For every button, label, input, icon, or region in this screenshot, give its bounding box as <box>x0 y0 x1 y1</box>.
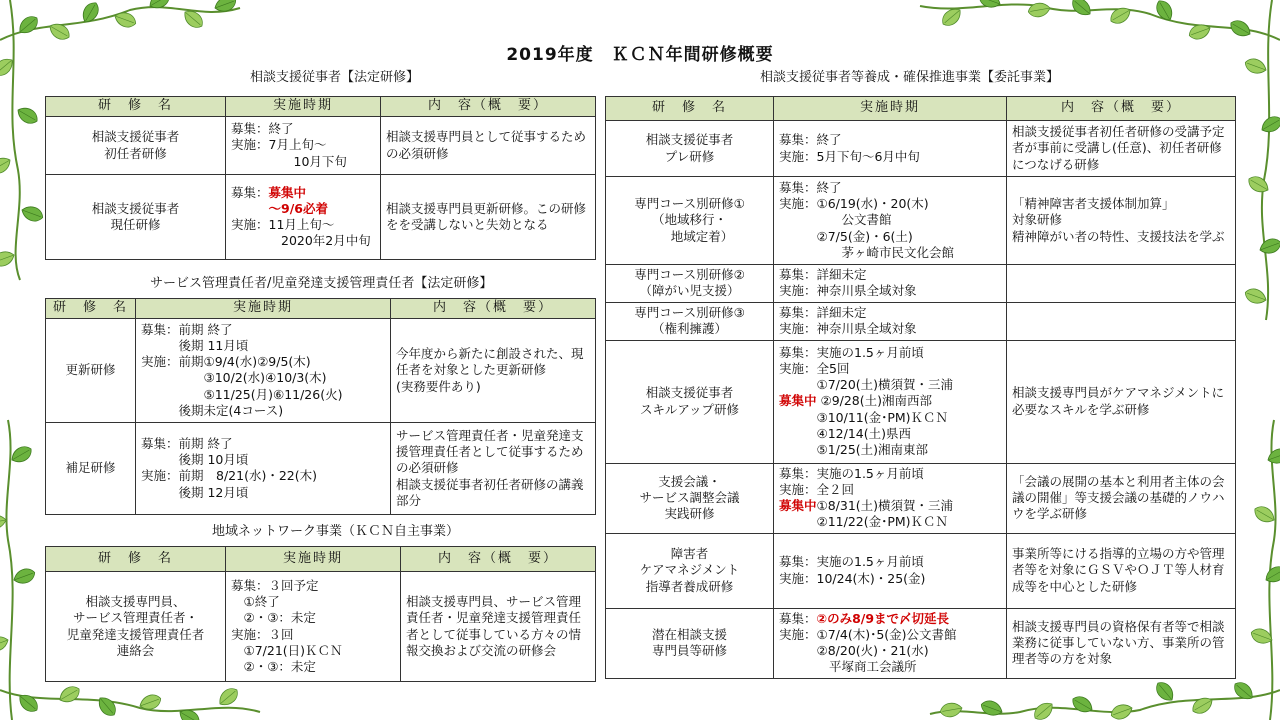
schedule-text: 実施：11月上旬～ <box>231 217 335 232</box>
course-name-line: 更新研修 <box>65 362 116 378</box>
schedule-cell <box>774 121 1007 177</box>
schedule-line <box>231 594 395 610</box>
course-name-cell <box>46 318 136 422</box>
schedule-cell <box>226 175 381 260</box>
schedule-text: ②11/22(金･PM)ＫＣＮ <box>779 514 949 530</box>
description-cell <box>1007 302 1236 340</box>
schedule-line <box>779 180 1001 196</box>
recruiting-highlight: ②のみ8/9まで〆切延長 <box>816 610 950 626</box>
header-name: 研 修 名 <box>606 97 774 121</box>
schedule-line <box>779 442 1001 458</box>
course-name-line: 相談支援従事者 <box>91 129 180 145</box>
table-row <box>606 177 1236 265</box>
course-name-line: 相談支援従事者 <box>645 132 734 148</box>
schedule-text: ③10/11(金･PM)ＫＣＮ <box>779 409 949 425</box>
description-text: 相談支援専門員更新研修。この研修をを受講しないと失効となる <box>386 200 587 232</box>
schedule-text: 実施：①7/4(木)･5(金)公文書館 <box>779 626 957 642</box>
schedule-line <box>779 361 1001 377</box>
schedule-cell <box>774 302 1007 340</box>
schedule-text: 募集：３回予定 <box>231 577 319 593</box>
schedule-text: 募集：詳細未定 <box>779 267 867 282</box>
description-text: 相談支援専門員がケアマネジメントに必要なスキルを学ぶ研修 <box>1012 385 1225 417</box>
schedule-line <box>779 393 1001 409</box>
schedule-cell <box>774 340 1007 463</box>
course-name-cell <box>606 608 774 678</box>
header-period: 実施時期 <box>226 547 401 572</box>
description-text: 相談支援専門員の資格保有者等で相談業務に従事していない方、事業所の管理者等の方を対象 <box>1012 618 1225 667</box>
schedule-line <box>779 245 1001 261</box>
table-row <box>46 318 596 422</box>
schedule-line <box>779 267 1001 283</box>
page-title: 2019年度 ＫＣＮ年間研修概要 <box>506 45 774 65</box>
schedule-text: ①8/31(土)横須賀・三浦 <box>816 498 954 513</box>
schedule-line <box>141 354 385 370</box>
table-row <box>606 533 1236 608</box>
schedule-text: ②9/28(土)湘南西部 <box>816 393 933 409</box>
course-name-cell <box>606 340 774 463</box>
table-row <box>46 117 596 175</box>
course-name-cell <box>46 422 136 514</box>
schedule-text: 10月下旬 <box>231 153 347 169</box>
description-text: 事業所等にける指導的立場の方や管理者等を対象にＧＳＶやＯＪＴ等人材育成等を中心とした研修 <box>1012 546 1225 594</box>
schedule-text: 募集：終了 <box>779 179 842 195</box>
table-row <box>46 572 596 682</box>
description-cell <box>1007 533 1236 608</box>
course-name-line: スキルアップ研修 <box>639 401 739 417</box>
description-cell <box>381 175 596 260</box>
table-row <box>46 175 596 260</box>
header-content: 内 容（概 要） <box>381 97 596 117</box>
schedule-line <box>779 149 1001 165</box>
schedule-cell <box>774 533 1007 608</box>
description-cell <box>1007 463 1236 533</box>
course-name-cell <box>606 463 774 533</box>
description-text: 精神障がい者の特性、支援技法を学ぶ <box>1012 228 1225 244</box>
course-name-line: 現任研修 <box>110 217 161 232</box>
course-name-line: サービス調整会議 <box>639 489 740 505</box>
schedule-line <box>141 452 385 468</box>
schedule-text: 実施：前期 8/21(水)・22(木) <box>141 468 317 484</box>
schedule-line <box>779 410 1001 426</box>
section3-title: 地域ネットワーク事業（ＫＣＮ自主事業） <box>212 524 460 539</box>
section4-title: 相談支援従事者等養成・確保推進事業【委託事業】 <box>760 70 1060 85</box>
course-name-cell <box>46 175 226 260</box>
schedule-text: 実施：5月下旬～6月中旬 <box>779 148 920 164</box>
schedule-line <box>141 338 385 354</box>
recruiting-highlight: 募集中 <box>268 184 307 200</box>
header-name: 研 修 名 <box>46 299 136 319</box>
schedule-line <box>779 377 1001 393</box>
header-period: 実施時期 <box>226 97 381 117</box>
course-name-line: 相談支援専門員、 <box>85 594 186 609</box>
schedule-text: 実施：①6/19(水)・20(木) <box>779 196 929 212</box>
table-row <box>46 422 596 514</box>
course-name-line: （権利擁護） <box>651 321 727 336</box>
schedule-line <box>779 345 1001 361</box>
schedule-line <box>779 426 1001 442</box>
header-name: 研 修 名 <box>46 547 226 572</box>
description-text: 相談支援専門員、サービス管理責任者・児童発達支援管理責任者として従事している方々の情報交換および交流の研修会 <box>406 594 582 658</box>
schedule-line <box>141 370 385 386</box>
table-section2 <box>45 298 596 515</box>
course-name-line: サービス管理責任者・ <box>72 610 198 626</box>
schedule-text: 実施：全２回 <box>779 481 855 497</box>
schedule-cell <box>136 422 391 514</box>
description-text: 相談支援従事者初任者研修の受講予定者が事前に受講し(任意)、初任者研修につなげる研修 <box>1012 124 1225 172</box>
schedule-cell <box>226 572 401 682</box>
schedule-cell <box>774 177 1007 265</box>
course-name-line: 補足研修 <box>65 460 116 476</box>
course-name-line: 児童発達支援管理責任者 <box>66 626 205 642</box>
course-name-line: 実践研修 <box>664 506 715 522</box>
schedule-cell <box>774 265 1007 303</box>
schedule-text: 募集： <box>779 610 817 626</box>
course-name-line: 潜在相談支援 <box>651 626 727 642</box>
schedule-line <box>779 659 1001 675</box>
table-row <box>606 608 1236 678</box>
schedule-text: ②7/5(金)・6(土) <box>779 228 913 244</box>
recruiting-highlight: ～9/6必着 <box>231 200 328 216</box>
schedule-text: 後期 12月頃 <box>141 484 249 500</box>
course-name-line: 専門コース別研修② <box>634 267 745 282</box>
course-name-line: 地域定着） <box>645 228 734 244</box>
schedule-line <box>231 121 375 137</box>
description-cell <box>401 572 596 682</box>
header-content: 内 容（概 要） <box>1007 97 1236 121</box>
schedule-line <box>779 132 1001 148</box>
schedule-line <box>779 466 1001 482</box>
schedule-text: 募集：実施の1.5ヶ月前頃 <box>779 344 924 360</box>
course-name-line: 専門員等研修 <box>651 643 727 658</box>
schedule-text: 募集：実施の1.5ヶ月前頃 <box>779 554 924 570</box>
header-content: 内 容（概 要） <box>401 547 596 572</box>
schedule-line <box>779 283 1001 299</box>
schedule-text: ②・③：未定 <box>231 610 316 626</box>
schedule-line <box>779 571 1001 587</box>
schedule-line <box>779 627 1001 643</box>
schedule-cell <box>774 463 1007 533</box>
description-cell <box>1007 608 1236 678</box>
schedule-line <box>779 514 1001 530</box>
recruiting-highlight: 募集中 <box>779 498 817 513</box>
course-name-line: 専門コース別研修③ <box>634 304 745 320</box>
course-name-cell <box>606 302 774 340</box>
schedule-text: 募集：終了 <box>779 132 842 148</box>
course-name-line: 専門コース別研修① <box>634 196 745 212</box>
schedule-line <box>231 643 395 659</box>
schedule-text: 実施：全5回 <box>779 360 850 376</box>
schedule-line <box>779 498 1001 514</box>
description-cell <box>1007 340 1236 463</box>
schedule-cell <box>226 117 381 175</box>
schedule-text: 実施：前期①9/4(水)②9/5(木) <box>141 354 311 370</box>
schedule-text: ③10/2(水)④10/3(木) <box>141 370 327 386</box>
schedule-line <box>231 137 375 153</box>
schedule-text: 募集：実施の1.5ヶ月前頃 <box>779 465 924 481</box>
schedule-line <box>231 185 375 201</box>
schedule-line <box>141 485 385 501</box>
description-text: 「精神障害者支援体制加算」 <box>1012 196 1175 212</box>
recruiting-highlight: 募集中 <box>779 393 817 409</box>
schedule-text: 募集：終了 <box>231 121 294 137</box>
schedule-line <box>141 436 385 452</box>
course-name-cell <box>606 121 774 177</box>
schedule-text: ⑤11/25(月)⑥11/26(火) <box>141 386 343 402</box>
description-text: 今年度から新たに創設された、現任者を対象とした更新研修 <box>396 346 584 378</box>
schedule-cell <box>136 318 391 422</box>
header-name: 研 修 名 <box>46 97 226 117</box>
schedule-line <box>779 611 1001 627</box>
schedule-text: 後期 11月頃 <box>141 337 249 353</box>
description-cell <box>391 422 596 514</box>
schedule-text: ④12/14(土)県西 <box>779 425 911 441</box>
schedule-text: 後期未定(4コース) <box>141 402 284 418</box>
section1-title: 相談支援従事者【法定研修】 <box>250 70 420 85</box>
schedule-line <box>779 229 1001 245</box>
table-section4 <box>605 96 1236 679</box>
description-cell <box>1007 177 1236 265</box>
schedule-line <box>231 627 395 643</box>
course-name-line: ケアマネジメント <box>639 562 740 578</box>
header-content: 内 容（概 要） <box>391 299 596 319</box>
schedule-line <box>779 212 1001 228</box>
course-name-cell <box>606 177 774 265</box>
schedule-text: 実施：7月上旬～ <box>231 137 327 153</box>
course-name-cell <box>606 265 774 303</box>
schedule-line <box>231 217 375 233</box>
course-name-line: 障害者 <box>670 546 709 562</box>
schedule-line <box>231 154 375 170</box>
schedule-text: 募集：詳細未定 <box>779 304 867 320</box>
course-name-line: 初任者研修 <box>104 145 167 161</box>
schedule-text: 実施：神奈川県全域対象 <box>779 283 917 299</box>
table-row <box>606 302 1236 340</box>
description-text: (実務要件あり) <box>396 378 481 394</box>
description-text: サービス管理責任者・児童発達支援管理責任者として従事するための必須研修 <box>396 427 584 476</box>
header-period: 実施時期 <box>136 299 391 319</box>
schedule-line <box>779 554 1001 570</box>
schedule-text: 茅ヶ崎市民文化会館 <box>779 244 955 260</box>
header-period: 実施時期 <box>774 97 1007 121</box>
course-name-line: プレ研修 <box>664 148 715 164</box>
table-row <box>606 340 1236 463</box>
schedule-line <box>779 643 1001 659</box>
table-section1 <box>45 96 596 260</box>
description-text: 対象研修 <box>1012 212 1063 228</box>
schedule-text: 後期 10月頃 <box>141 452 249 468</box>
schedule-text: ①7/20(土)横須賀・三浦 <box>779 377 954 393</box>
description-cell <box>381 117 596 175</box>
schedule-text: 実施：10/24(木)・25(金) <box>779 570 926 586</box>
table-row <box>606 265 1236 303</box>
schedule-line <box>141 322 385 338</box>
course-name-cell <box>606 533 774 608</box>
schedule-text: 募集：前期 終了 <box>141 321 233 337</box>
course-name-line: （障がい児支援） <box>639 283 740 299</box>
schedule-text: ①終了 <box>231 594 280 609</box>
schedule-text: ⑤1/25(土)湘南東部 <box>779 442 929 458</box>
schedule-line <box>779 482 1001 498</box>
schedule-line <box>779 196 1001 212</box>
schedule-text: 実施：３回 <box>231 626 294 642</box>
course-name-line: 指導者養成研修 <box>645 578 734 594</box>
description-cell <box>1007 121 1236 177</box>
course-name-line: 連絡会 <box>116 642 155 658</box>
schedule-cell <box>774 608 1007 678</box>
course-name-line: （地域移行・ <box>651 212 727 228</box>
course-name-line: 相談支援従事者 <box>645 385 734 401</box>
schedule-line <box>231 610 395 626</box>
schedule-text: ②・③：未定 <box>231 659 316 674</box>
schedule-text: ①7/21(日)ＫＣＮ <box>231 642 343 658</box>
course-name-cell <box>46 572 226 682</box>
schedule-line <box>231 201 375 217</box>
description-cell <box>1007 265 1236 303</box>
section2-title: サービス管理責任者/児童発達支援管理責任者【法定研修】 <box>150 276 493 291</box>
schedule-text: 2020年2月中旬 <box>231 233 371 249</box>
schedule-text: 公文書館 <box>779 212 892 228</box>
schedule-line <box>779 321 1001 337</box>
course-name-cell <box>46 117 226 175</box>
schedule-line <box>231 578 395 594</box>
schedule-line <box>231 233 375 249</box>
schedule-text: 平塚商工会議所 <box>779 659 917 675</box>
schedule-text: 募集： <box>231 184 269 200</box>
schedule-line <box>141 403 385 419</box>
description-text: 相談支援専門員として従事するための必須研修 <box>386 129 587 161</box>
schedule-text: 実施：神奈川県全域対象 <box>779 321 917 336</box>
table-row <box>606 121 1236 177</box>
description-text: 「会議の展開の基本と利用者主体の会議の開催」等支援会議の基礎的ノウハウを学ぶ研修 <box>1012 473 1225 522</box>
table-section3 <box>45 546 596 682</box>
schedule-line <box>231 659 395 675</box>
description-cell <box>391 318 596 422</box>
schedule-text: 募集：前期 終了 <box>141 435 233 451</box>
course-name-line: 相談支援従事者 <box>91 200 180 216</box>
table-row <box>606 463 1236 533</box>
description-text: 相談支援従事者初任者研修の講義部分 <box>396 476 584 508</box>
schedule-line <box>141 468 385 484</box>
schedule-line <box>141 387 385 403</box>
schedule-text: ②8/20(火)・21(水) <box>779 643 929 658</box>
course-name-line: 支援会議・ <box>658 473 721 489</box>
schedule-line <box>779 305 1001 321</box>
